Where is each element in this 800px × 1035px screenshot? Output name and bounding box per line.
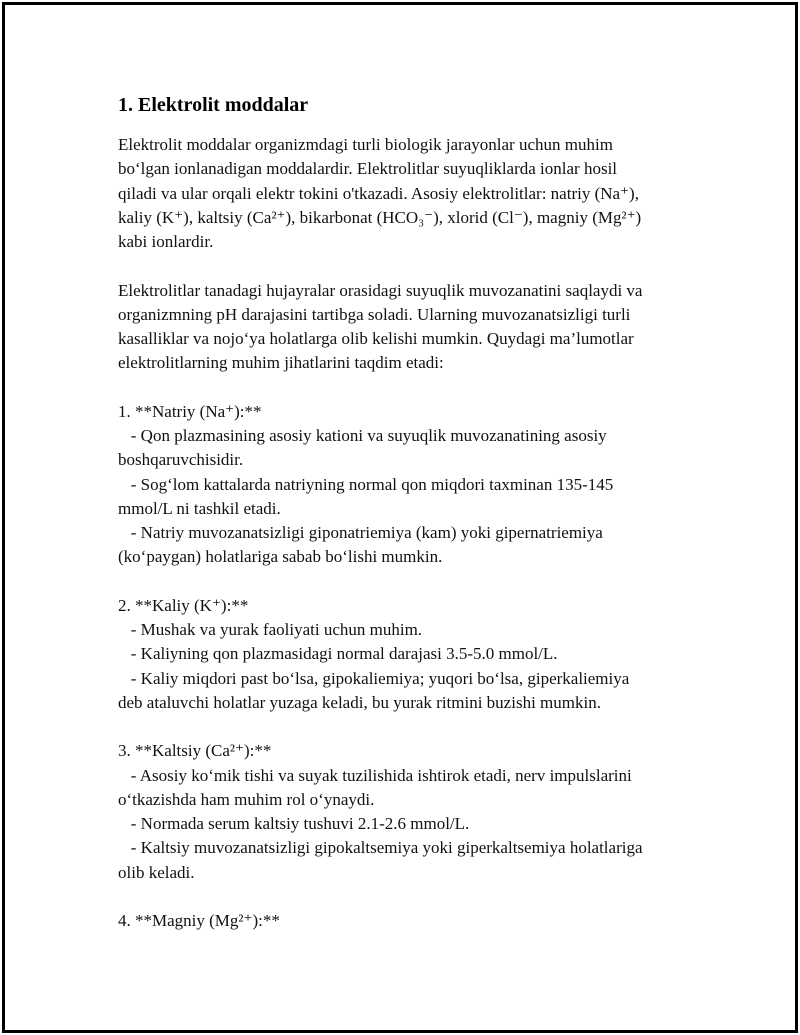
text-line: - Asosiy ko‘mik tishi va suyak tuzilishida ishtirok etadi, nerv impulslarini: [118, 765, 632, 785]
text-line: - Kaliyning qon plazmasidagi normal darajasi 3.5-5.0 mmol/L.: [118, 644, 558, 664]
list-item-magniy: [118, 909, 778, 933]
list-item-title: 4. **Magniy (Mg²⁺):**: [118, 911, 280, 930]
intro-paragraph: [118, 133, 778, 254]
text-line: Elektrolit moddalar organizmdagi turli biologik jarayonlar uchun muhim: [118, 135, 613, 154]
list-item-title: 1. **Natriy (Na⁺):**: [118, 401, 262, 421]
text-line: Elektrolitlar tanadagi hujayralar orasidagi suyuqlik muvozanatini saqlaydi va: [118, 280, 643, 300]
text-line: olib keladi.: [118, 862, 195, 882]
text-line: bo‘lgan ionlanadigan moddalardir. Elektrolitlar suyuqliklarda ionlar hosil: [118, 159, 618, 179]
text-line: qiladi va ular orqali elektr tokini o'tkazadi. Asosiy elektrolitlar: natriy (Na⁺),: [118, 183, 639, 203]
text-line: - Sog‘lom kattalarda natriyning normal qon miqdori taxminan 135-145: [118, 474, 614, 494]
paragraph-gap: [118, 885, 778, 909]
text-line: deb ataluvchi holatlar yuzaga keladi, bu yurak ritmini buzishi mumkin.: [118, 692, 601, 712]
text-line: boshqaruvchisidir.: [118, 450, 244, 470]
text-line: kasalliklar va nojo‘ya holatlarga olib kelishi mumkin. Quydagi ma’lumotlar: [118, 329, 634, 348]
paragraph-gap: [118, 254, 778, 278]
text-line: - Normada serum kaltsiy tushuvi 2.1-2.6 mmol/L.: [118, 814, 470, 833]
text-line: - Kaliy miqdori past bo‘lsa, gipokaliemiya; yuqori bo‘lsa, giperkaliemiya: [118, 668, 630, 688]
text-line: kabi ionlardir.: [118, 232, 214, 251]
text-line: - Natriy muvozanatsizligi giponatriemiya (kam) yoki gipernatriemiya: [118, 523, 603, 542]
paragraph-gap: [118, 570, 778, 594]
text-line: elektrolitlarning muhim jihatlarini taqdim etadi:: [118, 353, 444, 373]
list-item-natriy: [118, 400, 778, 570]
text-line: - Kaltsiy muvozanatsizligi gipokaltsemiya yoki giperkaltsemiya holatlariga: [118, 838, 643, 858]
text-line: kaliy (K⁺), kaltsiy (Ca²⁺), bikarbonat (HCO₃⁻), xlorid (Cl⁻), magniy (Mg²⁺): [118, 207, 642, 227]
list-item-title: 2. **Kaliy (K⁺):**: [118, 595, 249, 615]
text-line: organizmning pH darajasini tartibga soladi. Ularning muvozanatsizligi turli: [118, 304, 631, 324]
text-line: (ko‘paygan) holatlariga sabab bo‘lishi mumkin.: [118, 547, 443, 567]
text-line: mmol/L ni tashkil etadi.: [118, 498, 281, 518]
section-heading: 1. Elektrolit moddalar: [118, 94, 309, 116]
paragraph-gap: [118, 376, 778, 400]
document-body: [118, 133, 778, 933]
list-item-kaltsiy: [118, 739, 778, 885]
text-line: - Mushak va yurak faoliyati uchun muhim.: [118, 620, 423, 639]
list-item-kaliy: [118, 594, 778, 715]
text-line: - Qon plazmasining asosiy kationi va suyuqlik muvozanatining asosiy: [118, 426, 607, 445]
list-item-title: 3. **Kaltsiy (Ca²⁺):**: [118, 741, 272, 761]
overview-paragraph: [118, 279, 778, 376]
paragraph-gap: [118, 715, 778, 739]
text-line: o‘tkazishda ham muhim rol o‘ynaydi.: [118, 789, 375, 809]
